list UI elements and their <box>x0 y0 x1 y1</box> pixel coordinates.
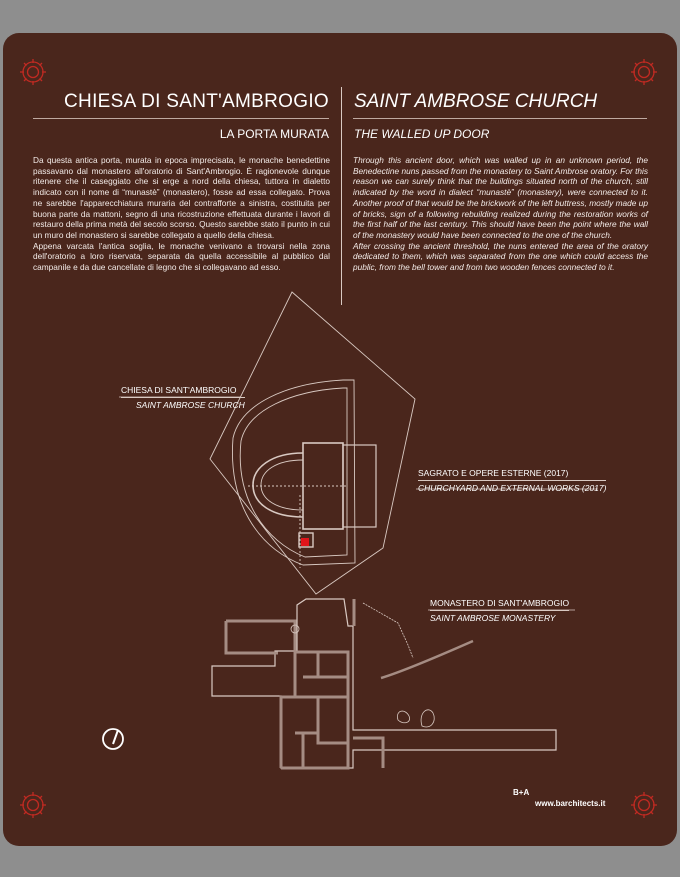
facade-block <box>343 445 376 527</box>
info-panel <box>3 33 677 846</box>
paragraph: Appena varcata l'antica soglia, le monache venivano a trovarsi nella zona dell'oratorio a loro riservata, separata da quella accessibile al pubblico dal campanile e da due cancellate di legno che si collegavano ad esso. <box>33 240 330 273</box>
label-monastery-it: MONASTERO DI SANT'AMBROGIO <box>430 598 569 611</box>
tree-outline <box>397 711 409 723</box>
page-title-english: SAINT AMBROSE CHURCH <box>354 91 598 112</box>
path-line <box>363 603 413 658</box>
website-link[interactable]: www.barchitects.it <box>535 799 606 808</box>
subtitle-english: THE WALLED UP DOOR <box>354 127 490 141</box>
label-church <box>121 385 245 410</box>
walled-door-marker <box>301 538 309 546</box>
paragraph: Da questa antica porta, murata in epoca imprecisata, le monache benedettine passavano dal monastero all'oratorio di Sant'Ambrogio. È ragionevole dunque ritenere che il caseggiato che si erge a nord della chiesa, tuttora in dialetto indicato con il nome di “munastè” (monastero), fosse ad essa collegato. Prova ne sarebbe l'apparecchiatura muraria del contrafforte a sinistra, costituita per buona parte da mattoni, segno di una ricostruzione effettuata durante i lavori di restauro della prima metà del secolo scorso. Questo sarebbe stato il punto in cui un muro del monastero si sarebbe collegato a quello della chiesa. <box>33 155 330 240</box>
subtitle-italian: LA PORTA MURATA <box>219 127 329 141</box>
label-churchyard-en: CHURCHYARD AND EXTERNAL WORKS (2017) <box>418 483 607 493</box>
paragraph: Through this ancient door, which was walled up in an unknown period, the Benedectine nuns passed from the monastery to Saint Ambrose oratory. For this reason we can surely think that the buildings situated north of the church, still indicated by the word in dialect “munastè” (monastery), were connected to it. Another proof of that would be the brickwork of the left buttress, mostly made up of bricks, sign of a following rebuilding realized during the restoration works of the first half of the last century. This should have been the point where the wall of the monastery would have been connected to the one of the church. <box>353 155 648 240</box>
label-church-en: SAINT AMBROSE CHURCH <box>136 400 245 410</box>
label-church-it: CHIESA DI SANT'AMBROGIO <box>121 385 245 398</box>
paragraph: After crossing the ancient threshold, the nuns entered the area of the oratory dedicated to them, which was separated from the one which could access the public, from the bell tower and from two wooden fences connected to it. <box>353 240 648 273</box>
apse-inner <box>261 460 303 510</box>
label-monastery-en: SAINT AMBROSE MONASTERY <box>430 613 556 623</box>
label-churchyard <box>418 468 606 493</box>
page-title-italian: CHIESA DI SANT'AMBROGIO <box>64 91 329 112</box>
tree-outline <box>421 710 434 727</box>
monastery-wall <box>226 621 303 652</box>
label-monastery <box>430 598 569 623</box>
north-arrow-icon <box>103 729 123 749</box>
apse <box>253 453 303 517</box>
road <box>381 641 473 678</box>
site-plan <box>3 33 677 846</box>
church-outline <box>232 380 355 565</box>
logo-mark: B+A <box>513 788 530 797</box>
label-churchyard-it: SAGRATO E OPERE ESTERNE (2017) <box>418 468 606 481</box>
